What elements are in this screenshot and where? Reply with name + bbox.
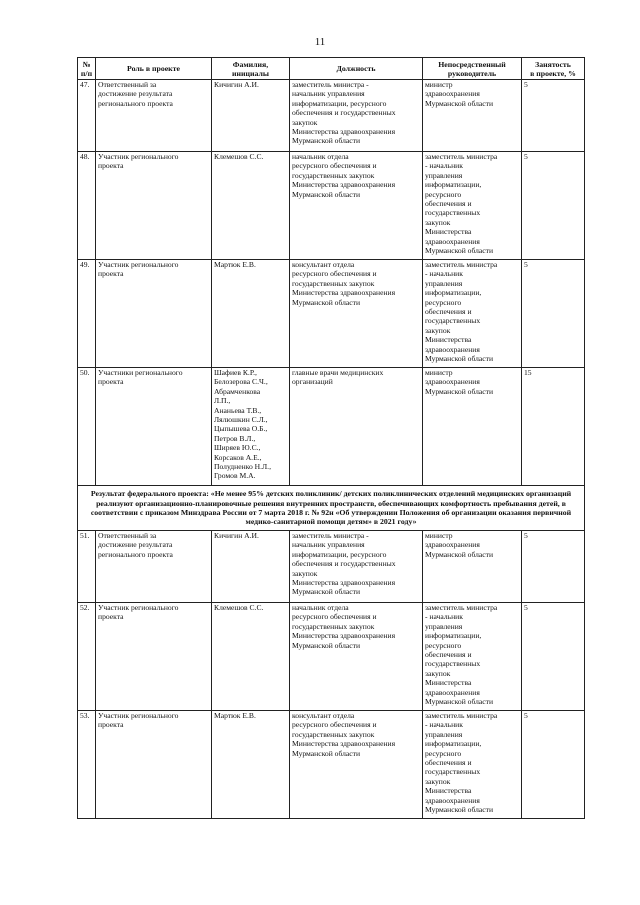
cell-position: заместитель министра - начальник управления информатизации, ресурсного обеспечения и государственных закупок Министерства здравоохранения Мурманской области	[290, 531, 423, 603]
cell-position: начальник отдела ресурсного обеспечения и государственных закупок Министерства здравоохранения Мурманской области	[290, 152, 423, 260]
cell-role: Ответственный за достижение результата регионального проекта	[96, 80, 212, 152]
cell-position: консультант отдела ресурсного обеспечения и государственных закупок Министерства здравоохранения Мурманской области	[290, 711, 423, 819]
cell-role: Участник регионального проекта	[96, 152, 212, 260]
cell-name: Мартюк Е.В.	[212, 711, 290, 819]
cell-manager: заместитель министра - начальник управления информатизации, ресурсного обеспечения и государственных закупок Министерства здравоохранения Мурманской области	[423, 603, 522, 711]
cell-role: Участник регионального проекта	[96, 260, 212, 368]
table-row	[78, 152, 585, 260]
section-result-text: Результат федерального проекта: «Не менее 95% детских поликлиник/ детских поликлинических отделений медицинских организаций реализуют организационно-планировочные решения внутренних пространств, обеспечивающих комфортность пребывания детей, в соответствии с приказом Минздрава России от 7 марта 2018 г. № 92н «Об утверждении Положения об организации оказания первичной медико-санитарной помощи детям» в 2021 году»	[78, 486, 585, 531]
cell-load: 5	[522, 80, 585, 152]
cell-manager: заместитель министра - начальник управления информатизации, ресурсного обеспечения и государственных закупок Министерства здравоохранения Мурманской области	[423, 260, 522, 368]
header-num: № п/п	[78, 58, 96, 80]
table-row	[78, 368, 585, 486]
table-row	[78, 80, 585, 152]
cell-load: 5	[522, 152, 585, 260]
cell-num: 49.	[78, 260, 96, 368]
cell-name: Кичигин А.И.	[212, 80, 290, 152]
cell-role: Участник регионального проекта	[96, 711, 212, 819]
cell-manager: министр здравоохранения Мурманской области	[423, 368, 522, 486]
cell-manager: министр здравоохранения Мурманской области	[423, 80, 522, 152]
section-result-row	[78, 486, 585, 531]
cell-name: Клемешов С.С.	[212, 152, 290, 260]
project-team-table	[77, 57, 585, 819]
header-manager: Непосредственный руководитель	[423, 58, 522, 80]
cell-manager: заместитель министра - начальник управления информатизации, ресурсного обеспечения и государственных закупок Министерства здравоохранения Мурманской области	[423, 711, 522, 819]
cell-position: заместитель министра - начальник управления информатизации, ресурсного обеспечения и государственных закупок Министерства здравоохранения Мурманской области	[290, 80, 423, 152]
header-load: Занятость в проекте, %	[522, 58, 585, 80]
page-number: 11	[314, 36, 326, 48]
cell-load: 5	[522, 260, 585, 368]
table-row	[78, 260, 585, 368]
cell-name: Шафиев К.Р., Белозерова С.Ч., Абрамченкова Л.П., Ананьева Т.В., Лялюшкин С.Л., Цыпышева О.Б., Петров В.Л., Ширяев Ю.С., Корсаков А.Е., Полудненко Н.Л., Громов М.А.	[212, 368, 290, 486]
table-row	[78, 711, 585, 819]
cell-num: 47.	[78, 80, 96, 152]
cell-position: консультант отдела ресурсного обеспечения и государственных закупок Министерства здравоохранения Мурманской области	[290, 260, 423, 368]
cell-name: Кичигин А.И.	[212, 531, 290, 603]
cell-num: 52.	[78, 603, 96, 711]
table-row	[78, 603, 585, 711]
header-role: Роль в проекте	[96, 58, 212, 80]
cell-position: главные врачи медицинских организаций	[290, 368, 423, 486]
cell-role: Ответственный за достижение результата регионального проекта	[96, 531, 212, 603]
table-header-row	[78, 58, 585, 80]
cell-load: 15	[522, 368, 585, 486]
table-row	[78, 531, 585, 603]
cell-load: 5	[522, 603, 585, 711]
header-name: Фамилия, инициалы	[212, 58, 290, 80]
cell-load: 5	[522, 531, 585, 603]
cell-name: Мартюк Е.В.	[212, 260, 290, 368]
cell-load: 5	[522, 711, 585, 819]
cell-manager: заместитель министра - начальник управления информатизации, ресурсного обеспечения и государственных закупок Министерства здравоохранения Мурманской области	[423, 152, 522, 260]
cell-num: 48.	[78, 152, 96, 260]
cell-position: начальник отдела ресурсного обеспечения и государственных закупок Министерства здравоохранения Мурманской области	[290, 603, 423, 711]
cell-role: Участник регионального проекта	[96, 603, 212, 711]
cell-num: 53.	[78, 711, 96, 819]
cell-name: Клемешов С.С.	[212, 603, 290, 711]
cell-role: Участники регионального проекта	[96, 368, 212, 486]
cell-num: 51.	[78, 531, 96, 603]
header-position: Должность	[290, 58, 423, 80]
cell-num: 50.	[78, 368, 96, 486]
cell-manager: министр здравоохранения Мурманской области	[423, 531, 522, 603]
